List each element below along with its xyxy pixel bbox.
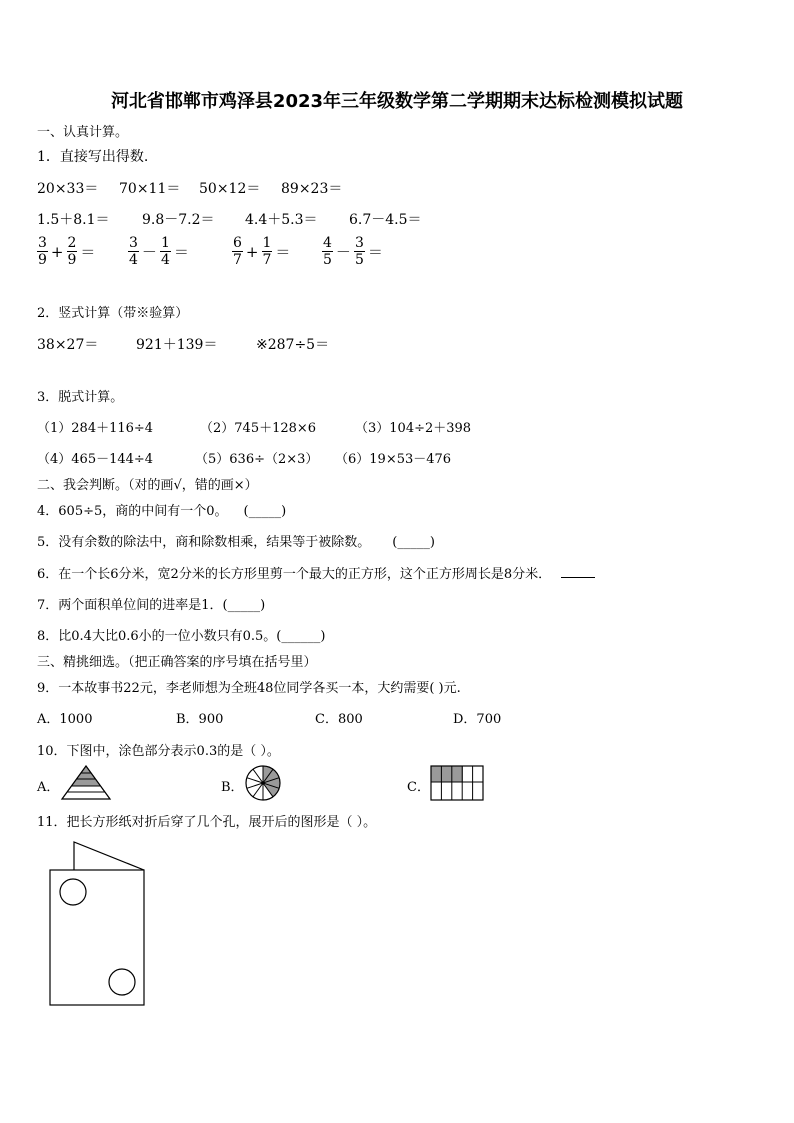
q9-option-c: C．800 — [315, 712, 363, 727]
q3-item: （2）745＋128×6 — [200, 421, 317, 436]
q9-option-d: D．700 — [453, 712, 502, 727]
fraction: $\frac{1}{4}$ — [160, 235, 170, 268]
question-4: 4．605÷5，商的中间有一个0。 (_____) — [37, 504, 287, 519]
section-2-heading: 二、我会判断。（对的画√，错的画×） — [37, 478, 258, 493]
question-9: 9．一本故事书22元，李老师想为全班48位同学各买一本，大约需要( )元. — [37, 681, 461, 696]
q3-item: （3）104÷2＋398 — [355, 421, 472, 436]
q10-option-b: B． — [221, 780, 244, 795]
q2-item: 38×27＝ — [37, 337, 99, 353]
fraction: $\frac{3}{5}$ — [354, 235, 364, 268]
section-3-heading: 三、精挑细选。（把正确答案的序号填在括号里） — [37, 655, 317, 670]
question-10: 10．下图中，涂色部分表示0.3的是（ ）。 — [37, 744, 280, 759]
answer-blank: (_____) — [392, 535, 435, 550]
q1-item: 1.5＋8.1＝ — [37, 212, 110, 228]
q1-item: 89×23＝ — [281, 181, 343, 197]
q3-item: （6）19×53－476 — [335, 452, 452, 467]
answer-blank — [561, 565, 595, 578]
question-2-label: 2．竖式计算（带※验算） — [37, 306, 189, 321]
triangle-figure — [60, 764, 112, 802]
fraction-expression: $\frac{4}{5}$ － $\frac{3}{5}$ ＝ — [323, 235, 383, 268]
grid-figure — [430, 765, 484, 801]
folded-paper-figure — [47, 840, 147, 1010]
question-1-label: 1．直接写出得数. — [37, 149, 149, 165]
answer-blank: (_____) — [243, 504, 287, 519]
q1-item: 9.8－7.2＝ — [142, 212, 215, 228]
q1-item: 4.4＋5.3＝ — [245, 212, 318, 228]
section-1-heading: 一、认真计算。 — [37, 125, 129, 140]
q3-item: （4）465－144÷4 — [37, 452, 154, 467]
fraction-expression: $\frac{3}{9}$ + $\frac{2}{9}$ ＝ — [38, 235, 96, 268]
fraction-expression: $\frac{6}{7}$ + $\frac{1}{7}$ ＝ — [233, 235, 291, 268]
circle-figure — [244, 764, 282, 802]
q3-item: （5）636÷（2×3） — [195, 452, 319, 467]
fraction-expression: $\frac{3}{4}$ － $\frac{1}{4}$ ＝ — [129, 235, 189, 268]
answer-blank: (______) — [276, 629, 326, 644]
question-7: 7．两个面积单位间的进率是1．(_____) — [37, 598, 266, 613]
q9-option-a: A．1000 — [37, 712, 93, 727]
answer-blank: (_____) — [222, 598, 266, 613]
page-title: 河北省邯郸市鸡泽县2023年三年级数学第二学期期末达标检测模拟试题 — [110, 91, 684, 112]
q3-item: （1）284＋116÷4 — [37, 421, 154, 436]
fraction: $\frac{3}{4}$ — [129, 235, 138, 268]
q1-item: 6.7－4.5＝ — [349, 212, 422, 228]
q2-item: 921＋139＝ — [136, 337, 218, 353]
question-5: 5．没有余数的除法中，商和除数相乘，结果等于被除数。 (_____) — [37, 535, 435, 550]
q1-item: 70×11＝ — [119, 181, 181, 197]
q10-option-a: A． — [37, 780, 60, 795]
fraction: $\frac{2}{9}$ — [67, 235, 77, 268]
fraction: $\frac{4}{5}$ — [323, 235, 332, 268]
question-3-label: 3．脱式计算。 — [37, 390, 124, 405]
q1-item: 20×33＝ — [37, 181, 99, 197]
q9-option-b: B．900 — [176, 712, 224, 727]
q10-option-c: C． — [407, 780, 430, 795]
question-6: 6．在一个长6分米，宽2分米的长方形里剪一个最大的正方形，这个正方形周长是8分米． — [37, 563, 595, 582]
question-11: 11．把长方形纸对折后穿了几个孔，展开后的图形是（ ）。 — [37, 815, 377, 830]
q1-item: 50×12＝ — [199, 181, 261, 197]
fraction: $\frac{6}{7}$ — [233, 235, 242, 268]
q2-item: ※287÷5＝ — [256, 337, 330, 353]
question-8: 8．比0.4大比0.6小的一位小数只有0.5。(______) — [37, 629, 326, 644]
fraction: $\frac{3}{9}$ — [38, 235, 47, 268]
fraction: $\frac{1}{7}$ — [262, 235, 272, 268]
